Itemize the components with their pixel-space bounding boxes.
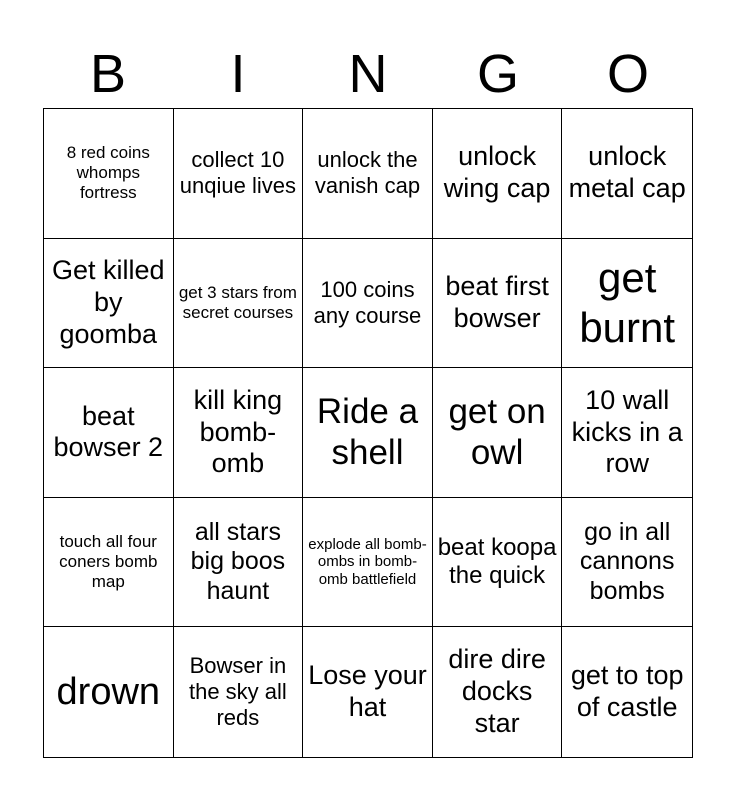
cell-text: all stars big boos haunt xyxy=(190,517,286,605)
bingo-header xyxy=(43,40,693,108)
cell-text: beat bowser 2 xyxy=(53,400,164,463)
bingo-cell[interactable] xyxy=(303,239,433,369)
cell-text: dire dire docks star xyxy=(448,644,546,739)
bingo-cell[interactable] xyxy=(562,498,692,628)
bingo-cell[interactable] xyxy=(44,627,174,757)
header-letter-n: N xyxy=(348,44,388,104)
cell-text: get burnt xyxy=(579,254,676,351)
bingo-cell[interactable] xyxy=(433,627,563,757)
bingo-cell[interactable] xyxy=(44,239,174,369)
bingo-cell[interactable] xyxy=(433,368,563,498)
bingo-cell[interactable] xyxy=(303,498,433,628)
bingo-cell[interactable] xyxy=(562,368,692,498)
bingo-cell[interactable] xyxy=(44,368,174,498)
bingo-cell[interactable] xyxy=(174,498,304,628)
bingo-cell[interactable] xyxy=(562,109,692,239)
bingo-cell[interactable] xyxy=(174,368,304,498)
bingo-cell[interactable] xyxy=(174,239,304,369)
cell-text: beat first bowser xyxy=(445,271,549,333)
bingo-cell[interactable] xyxy=(174,109,304,239)
bingo-cell[interactable] xyxy=(44,109,174,239)
bingo-cell[interactable] xyxy=(433,239,563,369)
bingo-cell[interactable] xyxy=(433,109,563,239)
cell-text: Lose your hat xyxy=(308,660,427,723)
header-letter-b: B xyxy=(89,44,127,104)
cell-text: get to top of castle xyxy=(570,660,684,723)
header-letter-g: G xyxy=(476,44,519,104)
cell-text: unlock the vanish cap xyxy=(314,147,421,199)
cell-text: Ride a shell xyxy=(316,392,419,473)
cell-text: drown xyxy=(56,670,161,713)
cell-text: unlock wing cap xyxy=(443,141,551,204)
bingo-cell[interactable] xyxy=(303,627,433,757)
cell-text: touch all four coners bomb map xyxy=(59,532,158,592)
cell-text: collect 10 unqiue lives xyxy=(179,147,296,199)
cell-text: 10 wall kicks in a row xyxy=(571,384,683,479)
cell-text: explode all bomb-ombs in bomb-omb battlefield xyxy=(308,535,427,588)
bingo-cell[interactable] xyxy=(433,498,563,628)
bingo-cell[interactable] xyxy=(303,368,433,498)
bingo-cell[interactable] xyxy=(562,239,692,369)
cell-text: beat koopa the quick xyxy=(437,533,557,590)
header-letter-o: O xyxy=(606,44,649,104)
cell-text: 100 coins any course xyxy=(313,276,422,328)
cell-text: get on owl xyxy=(448,392,546,473)
bingo-cell[interactable] xyxy=(303,109,433,239)
bingo-cell[interactable] xyxy=(562,627,692,757)
bingo-card-grid xyxy=(43,108,693,758)
bingo-cell[interactable] xyxy=(44,498,174,628)
cell-text: kill king bomb-omb xyxy=(193,384,283,479)
bingo-cell[interactable] xyxy=(174,627,304,757)
cell-text: go in all cannons bombs xyxy=(579,517,675,605)
cell-text: 8 red coins whomps fortress xyxy=(66,143,150,203)
cell-text: Bowser in the sky all reds xyxy=(188,653,287,731)
header-letter-i: I xyxy=(230,44,246,104)
cell-text: get 3 stars from secret courses xyxy=(178,282,297,322)
cell-text: Get killed by goomba xyxy=(52,255,165,349)
cell-text: unlock metal cap xyxy=(568,141,686,204)
